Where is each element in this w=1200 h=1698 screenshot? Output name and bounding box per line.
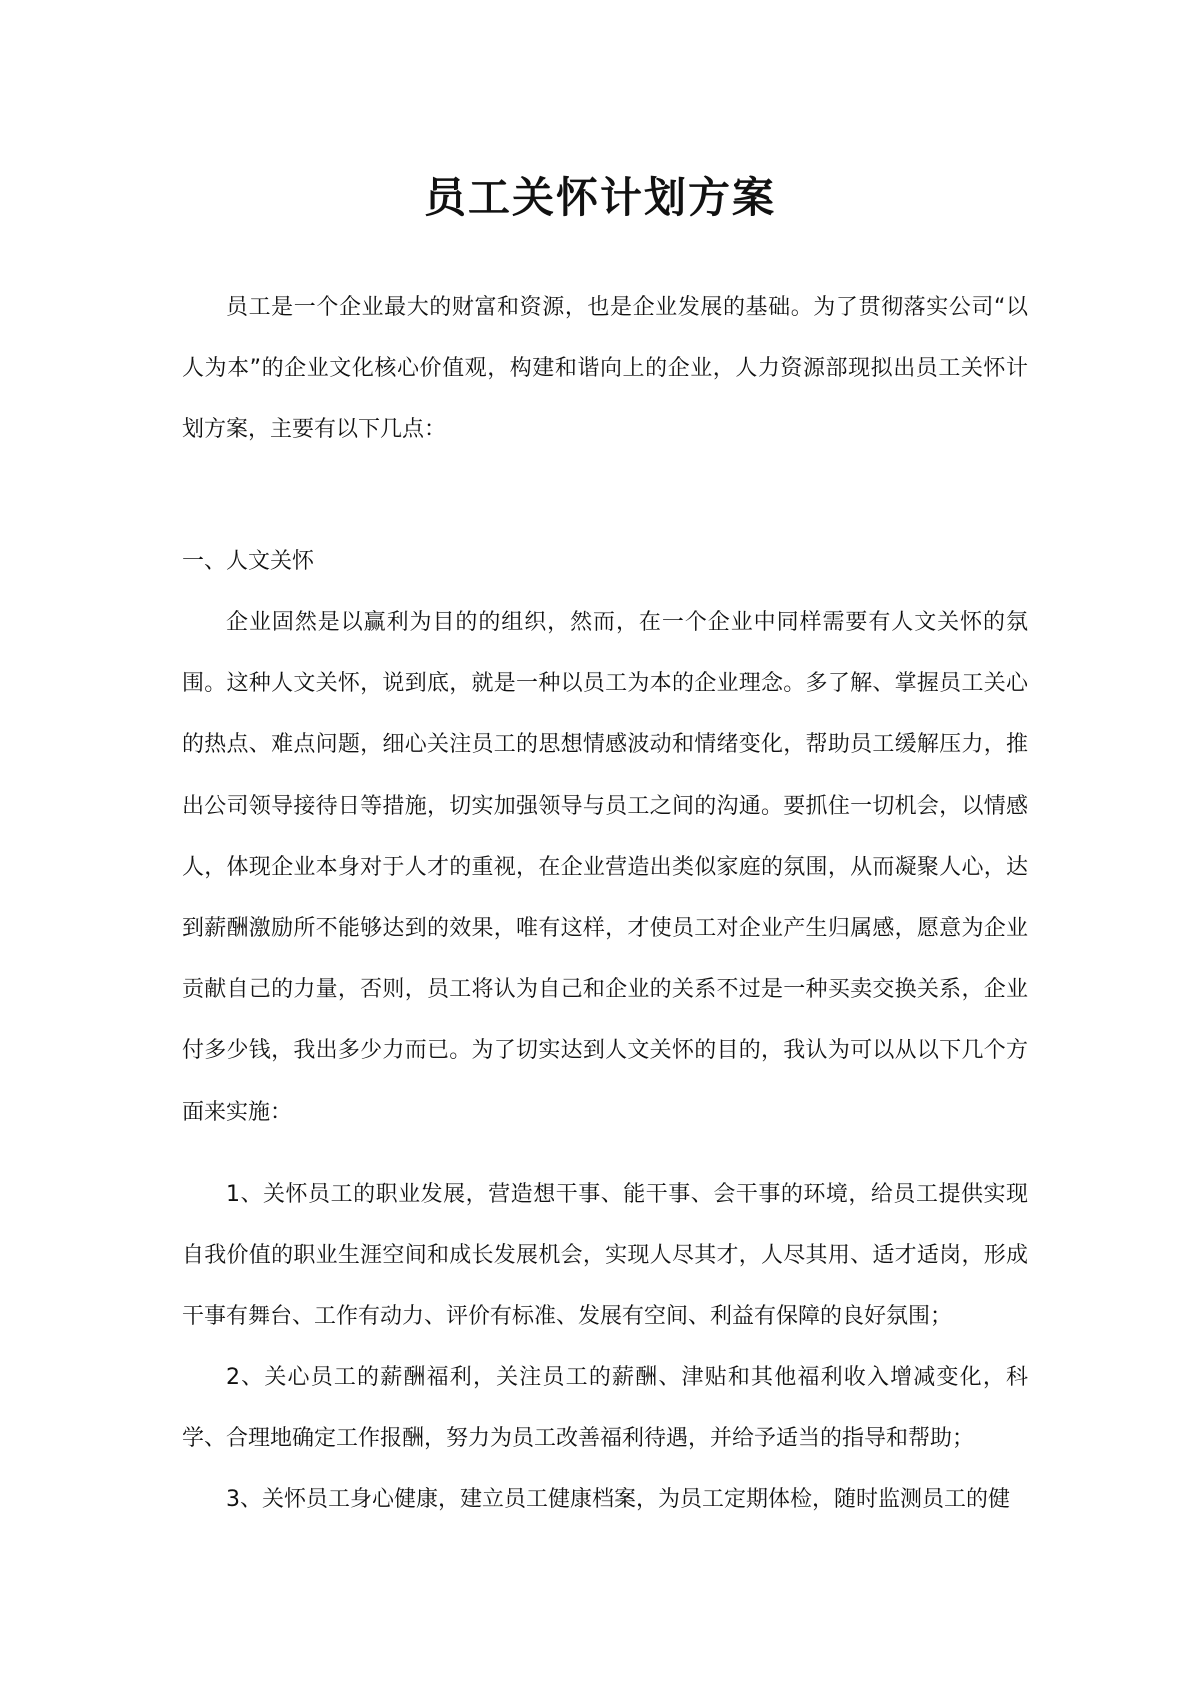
section-heading: 一、人文关怀 bbox=[182, 549, 315, 574]
list-item: 3、关怀员工身心健康，建立员工健康档案，为员工定期体检，随时监测员工的健 bbox=[226, 1487, 1010, 1512]
section-paragraph: 企业固然是以赢利为目的的组织，然而，在一个企业中同样需要有人文关怀的氛围。这种人文关怀，说到底，就是一种以员工为本的企业理念。多了解、掌握员工关心的热点、难点问题，细心关注员工的思想情感波动和情绪变化，帮助员工缓解压力，推出公司领导接待日等措施，切实加强领导与员工之间的沟通。要抓住一切机会，以情感人，体现企业本身对于人才的重视，在企业营造出类似家庭的氛围，从而凝聚人心，达到薪酬激励所不能够达到的效果，唯有这样，才使员工对企业产生归属感，愿意为企业贡献自己的力量，否则，员工将认为自己和企业的关系不过是一种买卖交换关系，企业付多少钱，我出多少力而已。为了切实达到人文关怀的目的，我认为可以从以下几个方面来实施： bbox=[182, 610, 1028, 1125]
list-item: 2、关心员工的薪酬福利，关注员工的薪酬、津贴和其他福利收入增减变化，科学、合理地确定工作报酬，努力为员工改善福利待遇，并给予适当的指导和帮助； bbox=[182, 1365, 1028, 1452]
list-item: 1、关怀员工的职业发展，营造想干事、能干事、会干事的环境，给员工提供实现自我价值的职业生涯空间和成长发展机会，实现人尽其才，人尽其用、适才适岗，形成干事有舞台、工作有动力、评价有标准、发展有空间、利益有保障的良好氛围； bbox=[182, 1182, 1028, 1330]
document-title: 员工关怀计划方案 bbox=[423, 173, 776, 222]
intro-paragraph: 员工是一个企业最大的财富和资源，也是企业发展的基础。为了贯彻落实公司“以人为本”的企业文化核心价值观，构建和谐向上的企业，人力资源部现拟出员工关怀计划方案，主要有以下几点： bbox=[182, 295, 1028, 443]
